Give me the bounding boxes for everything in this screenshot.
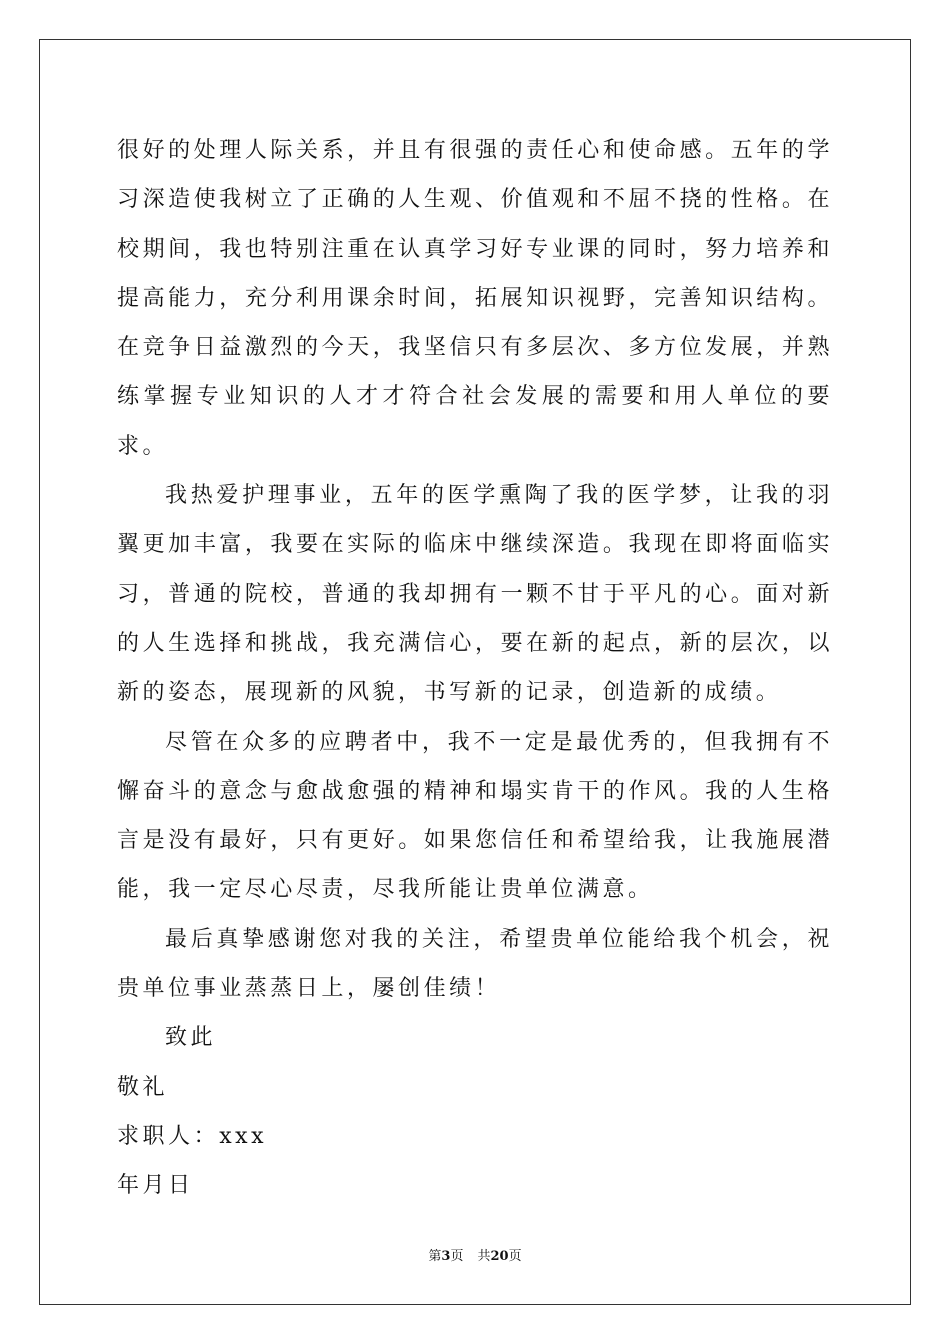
applicant-signature: 求职人：xxx [117,1123,268,1149]
paragraph-4: 最后真挚感谢您对我的关注，希望贵单位能给我个机会，祝贵单位事业蒸蒸日上，屡创佳绩！ [117,926,833,1002]
page-number: 3 [441,1249,451,1264]
paragraph-3: 尽管在众多的应聘者中，我不一定是最优秀的，但我拥有不懈奋斗的意念与愈战愈强的精神和塌实肯干的作风。我的人生格言是没有最好，只有更好。如果您信任和希望给我，让我施展潜能，我一定尽心尽责，尽我所能让贵单位满意。 [117,729,833,903]
total-prefix: 共 [477,1249,491,1264]
paragraph-1: 很好的处理人际关系，并且有很强的责任心和使命感。五年的学习深造使我树立了正确的人生观、价值观和不屈不挠的性格。在校期间，我也特别注重在认真学习好专业课的同时，努力培养和提高能力，充分利用课余时间，拓展知识视野，完善知识结构。在竞争日益激烈的今天，我坚信只有多层次、多方位发展，并熟练掌握专业知识的人才才符合社会发展的需要和用人单位的要求。 [117,138,833,459]
letter-body [117,126,833,1211]
letter-date: 年月日 [117,1173,194,1199]
total-suffix: 页 [508,1249,522,1264]
closing-salutation: 致此 [165,1025,217,1051]
total-pages: 20 [490,1249,509,1264]
page-footer [0,1248,950,1266]
page-suffix: 页 [450,1249,464,1264]
closing-regards: 敬礼 [117,1074,169,1100]
paragraph-2: 我热爱护理事业，五年的医学熏陶了我的医学梦，让我的羽翼更加丰富，我要在实际的临床中继续深造。我现在即将面临实习，普通的院校，普通的我却拥有一颗不甘于平凡的心。面对新的人生选择和挑战，我充满信心，要在新的起点，新的层次，以新的姿态，展现新的风貌，书写新的记录，创造新的成绩。 [117,483,833,706]
page-prefix: 第 [428,1249,442,1264]
